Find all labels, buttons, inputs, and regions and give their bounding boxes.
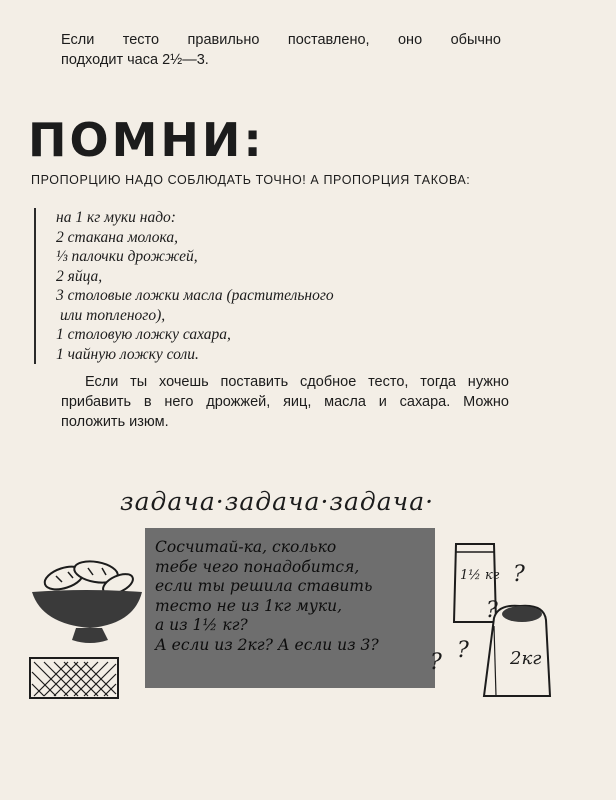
remember-heading: ПОМНИ: <box>28 113 265 167</box>
recipe-line: 3 столовые ложки масла (растительного <box>56 287 334 304</box>
task-line: тесто не из 1кг муки, <box>155 596 343 615</box>
recipe-block <box>34 208 334 364</box>
sweet-dough-paragraph <box>61 372 509 432</box>
task-text <box>155 538 435 655</box>
task-line: тебе чего понадобится, <box>155 557 360 576</box>
large-bag-label: 2кг <box>510 648 542 669</box>
task-line: если ты решила ставить <box>155 577 373 595</box>
recipe-line: 1 столовую ложку сахара, <box>56 326 231 343</box>
recipe-line: 2 стакана молока, <box>56 228 179 246</box>
bowl-shape <box>32 590 142 628</box>
question-mark: ? <box>457 638 469 663</box>
bowl-stand <box>72 628 108 643</box>
task-line: а из 1½ кг? <box>155 616 248 634</box>
sweet-dough-line-3: положить изюм. <box>61 414 169 430</box>
intro-line-2: подходит часа 2½—3. <box>61 52 209 68</box>
napkin-illustration <box>28 656 120 700</box>
recipe-line: 1 чайную ложку соли. <box>56 345 199 363</box>
intro-line-1: Если тесто правильно поставлено, оно обычно <box>61 32 501 48</box>
recipe-line: 2 яйца, <box>56 267 103 285</box>
task-line: Сосчитай-ка, сколько <box>155 538 337 556</box>
small-bag-label: 1½ кг <box>460 568 500 583</box>
recipe-line: или топленого), <box>60 306 166 324</box>
sweet-dough-line-1: Если ты хочешь поставить сдобное тесто, тогда нужно <box>85 374 509 390</box>
recipe-line: ⅓ палочки дрожжей, <box>56 248 198 265</box>
sweet-dough-line-2: прибавить в него дрожжей, яиц, масла и сахара. Можно <box>61 394 509 410</box>
large-bag-top <box>502 606 542 622</box>
task-box <box>145 528 435 688</box>
task-banner: задача·задача·задача· <box>120 487 435 516</box>
intro-paragraph <box>61 30 501 70</box>
question-mark: ? <box>486 598 498 623</box>
proportion-rule-text: ПРОПОРЦИЮ НАДО СОБЛЮДАТЬ ТОЧНО! А ПРОПОРЦИЯ ТАКОВА: <box>31 173 471 187</box>
question-mark: ? <box>513 562 525 587</box>
pastry-bowl-illustration <box>28 552 146 648</box>
recipe-line: на 1 кг муки надо: <box>56 209 176 226</box>
question-mark: ? <box>430 650 442 675</box>
task-line: А если из 2кг? А если из 3? <box>155 635 379 654</box>
